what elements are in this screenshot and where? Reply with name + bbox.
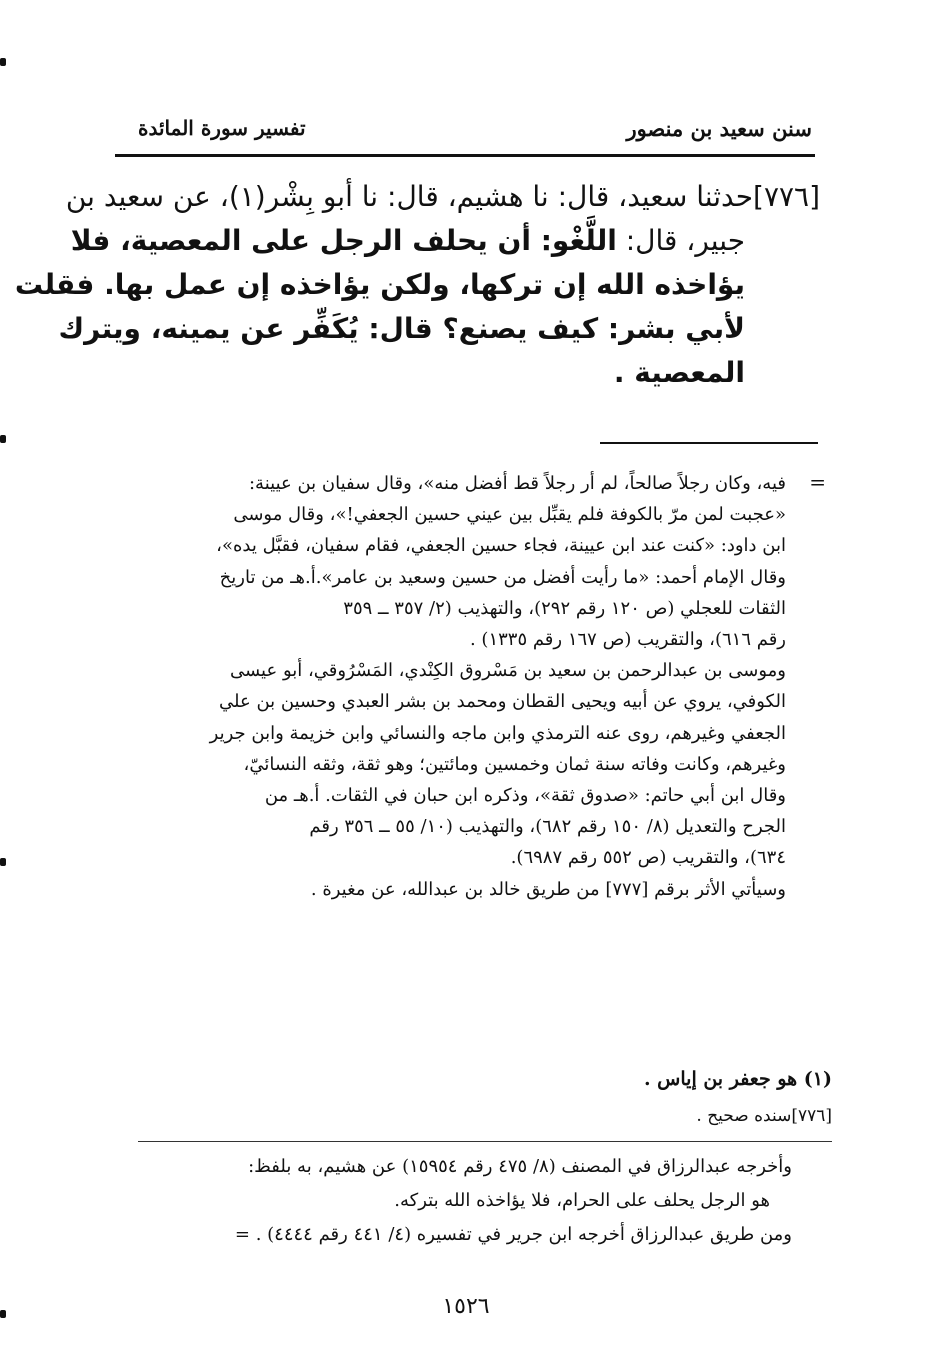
- notes-rule: [138, 1141, 832, 1142]
- footnote-line: رقم ٦١٦)، والتقريب (ص ١٦٧ رقم ١٣٣٥) .: [469, 629, 786, 651]
- main-text-line: [118, 351, 820, 395]
- scan-mark-dot: [0, 435, 6, 443]
- footnote-line: وقال ابن أبي حاتم: «صدوق ثقة»، وذكره ابن حبان في الثقات. أ.هـ من: [264, 785, 786, 807]
- running-header-book-title: سنن سعيد بن منصور: [626, 116, 812, 141]
- main-text-line: [٧٧٦]حدثنا سعيد، قال: نا هشيم، قال: نا أبو بِشْر(١)، عن سعيد بن: [65, 180, 820, 213]
- header-rule: [115, 154, 815, 157]
- source-line: هو الرجل يحلف على الحرام، فلا يؤاخذه الله بتركه.: [394, 1190, 770, 1211]
- sources-block: [120, 1150, 792, 1252]
- scan-mark-dot: [0, 58, 6, 66]
- main-text-line: [70, 219, 820, 263]
- footnote-separator-rule: [600, 442, 818, 444]
- footnote-line: الجعفي وغيرهم، روى عنه الترمذي وابن ماجه والنسائي وابن خزيمة وابن جرير: [209, 722, 786, 744]
- main-text-bold: اللَّغْو: أن يحلف الرجل على المعصية، فلا: [70, 224, 617, 257]
- main-text-bold: المعصية .: [613, 356, 745, 389]
- footnote-line: ابن داود: «كنت عند ابن عيينة، فجاء حسين الجعفي، فقام سفيان، فقبَّل يده»،: [216, 535, 786, 557]
- main-text-plain: جبير، قال:: [616, 224, 745, 257]
- footnote-1: (١) هو جعفر بن إياس .: [643, 1068, 832, 1090]
- main-text-line: [14, 263, 820, 307]
- footnote-continuation: [128, 468, 786, 905]
- main-text-bold: لأبي بشر: كيف يصنع؟ قال: يُكَفِّر عن يمينه، ويترك: [58, 312, 745, 345]
- footnote-line: وغيرهم، وكانت وفاته سنة ثمان وخمسين ومائتين؛ وهو ثقة، وثقه النسائيّ،: [243, 753, 786, 775]
- scan-mark-dot: [0, 858, 6, 866]
- footnote-line: «عجبت لمن مرّ بالكوفة فلم يقبِّل بين عيني حسين الجعفي!»، وقال موسى: [233, 504, 786, 526]
- footnote-776-grade: [٧٧٦]سنده صحيح .: [696, 1106, 832, 1126]
- main-text-line: [58, 307, 820, 351]
- page-number: ١٥٢٦: [442, 1294, 490, 1319]
- running-header-chapter-title: تفسير سورة المائدة: [138, 116, 306, 140]
- footnote-line: الكوفي، يروي عن أبيه ويحيى القطان ومحمد بن بشر العبدي وحسين بن علي: [219, 691, 786, 713]
- footnote-line: وقال الإمام أحمد: «ما رأيت أفضل من حسين وسعيد بن عامر».أ.هـ من تاريخ: [219, 566, 786, 588]
- footnote-line: ٦٣٤)، والتقريب (ص ٥٥٢ رقم ٦٩٨٧).: [510, 847, 786, 869]
- continuation-marker: =: [809, 470, 826, 494]
- footnote-line: فيه، وكان رجلاً صالحاً، لم أر رجلاً قط أفضل منه»، وقال سفيان بن عيينة:: [248, 473, 786, 494]
- main-text-bold: يؤاخذه الله إن تركها، ولكن يؤاخذه إن عمل بها. فقلت: [14, 268, 745, 301]
- footnote-line: وسيأتي الأثر برقم [٧٧٧] من طريق خالد بن عبدالله، عن مغيرة .: [310, 878, 786, 900]
- footnote-line: وموسى بن عبدالرحمن بن سعيد بن مَسْروق الكِنْدي، المَسْرُوقي، أبو عيسى: [229, 660, 786, 682]
- source-line: وأخرجه عبدالرزاق في المصنف (٨/ ٤٧٥ رقم ١٥٩٥٤) عن هشيم، به بلفظ:: [248, 1156, 792, 1177]
- main-text: [14, 175, 820, 395]
- source-line: ومن طريق عبدالرزاق أخرجه ابن جرير في تفسيره (٤/ ٤٤١ رقم ٤٤٤٤) . =: [234, 1224, 792, 1245]
- footnote-line: الجرح والتعديل (٨/ ١٥٠ رقم ٦٨٢)، والتهذيب (١٠/ ٥٥ ــ ٣٥٦ رقم: [309, 816, 786, 838]
- footnote-line: الثقات للعجلي (ص ١٢٠ رقم ٢٩٢)، والتهذيب (٢/ ٣٥٧ ــ ٣٥٩: [343, 597, 786, 619]
